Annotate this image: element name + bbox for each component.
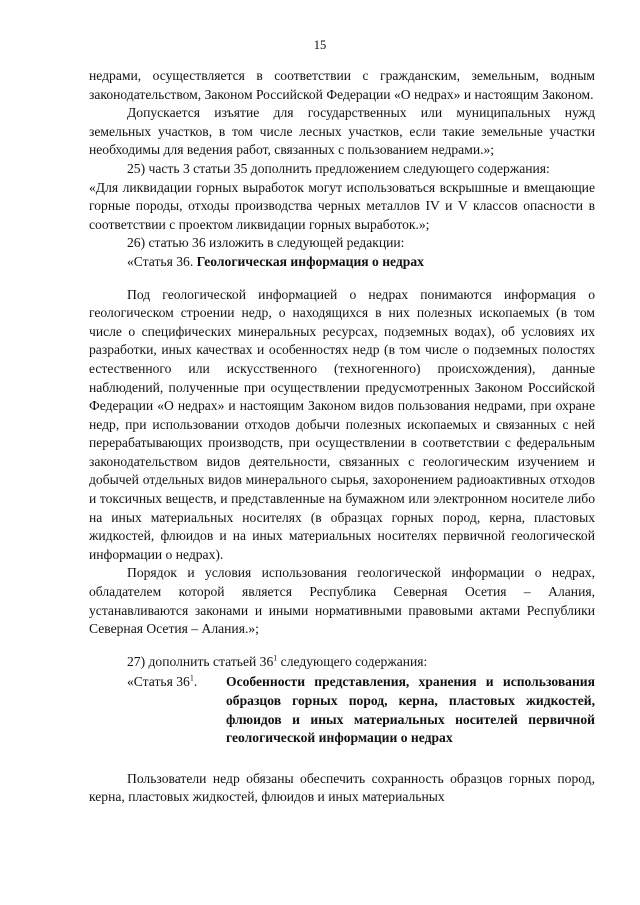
item-27-sup: 1 <box>273 653 278 663</box>
paragraph: Допускается изъятие для государственных или муниципальных нужд земельных участков, в том числе лесных участков, если такие земельные участки необходимы для ведения работ, связанных с пользованием недрами.»; <box>89 105 595 158</box>
paragraph: недрами, осуществляется в соответствии с гражданским, земельным, водным законодательством, Законом Российской Федерации «О недрах» и настоящим Законом. <box>89 68 595 102</box>
paragraph: «Для ликвидации горных выработок могут использоваться вскрышные и вмещающие горные породы, отходы производства черных металлов IV и V классов опасности в соответствии с проектом ликвидации горных выработок.»; <box>89 179 595 232</box>
item-27-text-end: следующего содержания: <box>277 653 428 669</box>
paragraph: 25) часть 3 статьи 35 дополнить предложением следующего содержания: <box>127 160 550 176</box>
paragraph: Порядок и условия использования геологической информации о недрах, обладателем которой является Республика Северная Осетия – Алания, устанавливаются законами и иными нормативными правовыми актами Республики Северная Осетия – Алания.»; <box>89 565 595 637</box>
article-36-1-heading <box>89 673 595 747</box>
article-label-dot: . <box>193 674 198 690</box>
item-27 <box>89 653 595 672</box>
article-36-1-title: Особенности представления, хранения и использования образцов горных пород, керна, пластовых жидкостей, флюидов и иных материальных носителей первичной геологической информации о недрах <box>226 674 595 746</box>
article-36-title: Геологическая информация о недрах <box>196 253 424 269</box>
article-label-sup: 1 <box>189 673 194 683</box>
document-body <box>89 67 595 807</box>
article-36-heading <box>89 253 595 272</box>
article-36-prefix: «Статья 36. <box>127 253 197 269</box>
article-36-1-label <box>89 673 223 747</box>
paragraph: Пользователи недр обязаны обеспечить сохранность образцов горных пород, керна, пластовых жидкостей, флюидов и иных материальных <box>89 770 595 805</box>
paragraph: Под геологической информацией о недрах понимаются информация о геологическом строении недр, о находящихся в них полезных ископаемых (в том числе о специфических минеральных ресурсах, подземных водах), об условиях их разработки, иных качествах и особенностях недр (в том числе о подземных полостях естественного или искусственного (техногенного) происхождения), данные наблюдений, полученные при осуществлении предусмотренных Законом Российской Федерации «О недрах» и настоящим Законом видов пользования недрами, при охране недр, при использовании отходов добычи полезных ископаемых и связанных с ней перерабатывающих производств, при осуществлении в соответствии с федеральным законодательством видов деятельности, связанных с геологическим изучением и добычей отдельных видов минерального сырья, захоронением радиоактивных отходов и токсичных веществ, и представленные на бумажном или электронном носителе либо на иных материальных носителях (в образцах горных пород, керна, пластовых жидкостей, флюидов и на иных материальных носителях первичной геологической информации о недрах). <box>89 286 595 562</box>
item-27-text: 27) дополнить статьей 36 <box>127 653 274 669</box>
paragraph: 26) статью 36 изложить в следующей редакции: <box>127 235 405 251</box>
page-number: 15 <box>313 38 327 52</box>
article-label-text: «Статья 36 <box>127 674 190 690</box>
